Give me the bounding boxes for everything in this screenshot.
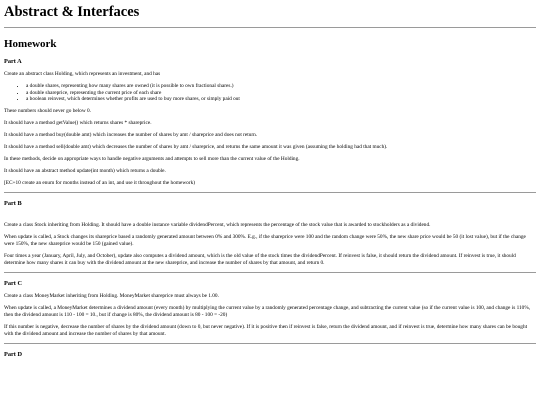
title-divider [4, 27, 536, 28]
paragraph: Create a class MoneyMarket inheriting from Holding. MoneyMarket shareprice must always be 1.00. [4, 292, 219, 299]
part-c-section [4, 280, 536, 338]
paragraph: Create a class Stock inheriting from Holding. It should have a double instance variable dividendPercent, which represents the percentage of the stock value that is awarded to stockholders as a dividend. [4, 221, 431, 228]
part-a-intro: Create an abstract class Holding, which represents an investment, and has [4, 71, 161, 77]
document-page [0, 3, 540, 359]
part-a-heading: Part A [4, 58, 22, 65]
part-d-section [4, 351, 536, 359]
list-item: • a double shares, representing how many shares are owned (it is possible to own fractional shares.) [26, 83, 536, 90]
part-a-section [4, 58, 536, 187]
part-b-heading: Part B [4, 199, 22, 207]
part-b-section [4, 200, 536, 267]
homework-heading: Homework [4, 38, 57, 50]
section-divider [4, 192, 536, 193]
part-d-heading: Part D [4, 350, 23, 358]
section-divider [4, 343, 536, 344]
page-title: Abstract & Interfaces [4, 4, 140, 20]
paragraph: It should have a method buy(double amt) which increases the number of shares by amt / shareprice and does not return. [4, 131, 258, 138]
paragraph: If this number is negative, decrease the number of shares by the dividend amount (down to 0, but never negative). If it is positive then if reinvest is false, return the dividend amount, and if reinvest is true, determine how many shares can be bought with the dividend amount and increase the number of shares by that amount. [4, 323, 528, 337]
section-divider [4, 272, 536, 273]
paragraph: It should have a method getValue() which returns shares * shareprice. [4, 119, 152, 126]
list-item: • a double shareprice, representing the current price of each share [26, 90, 536, 97]
paragraph: It should have a method sell(double amt) which decreases the number of shares by amt / shareprice, and returns the same amount it was given (assuming the holding had that much). [4, 143, 388, 150]
paragraph: When update is called, a MoneyMarket determines a dividend amount (every month) by multiplying the current value by a randomly generated percentage change, and subtracting the current value (so if the current value is 100, and change is 110%, then the dividend amount is 110 - 100 = 10., but if change is 80%, the dividend amount is 80 - 100 = -20) [4, 304, 531, 318]
paragraph: Four times a year (January, April, July, and October), update also computes a dividend amount, which is the old value of the stock times the dividendPercent. If reinvest is false, it should return the dividend amount. If reinvest is true, it should determine how many shares it can buy with the dividend amount at the new shareprice, and increase the number of shares by that amount, and return 0. [4, 252, 516, 266]
paragraph: When update is called, a Stock changes its shareprice based a randomly generated amount between 0% and 300%. E.g., if the shareprice were 100 and the random change were 50%, the new share price would be 50 (it lost value), but if the change were 150%, the new shareprice would be 150 (gained value). [4, 233, 526, 247]
part-c-heading: Part C [4, 279, 23, 287]
paragraph: In these methods, decide on appropriate ways to handle negative arguments and attempts to sell more than the current value of the Holding. [4, 155, 300, 162]
list-item: • a boolean reinvest, which determines whether profits are used to buy more shares, or simply paid out [26, 96, 536, 103]
paragraph: It should have an abstract method update(int month) which returns a double. [4, 167, 166, 174]
holding-fields-list [4, 83, 536, 103]
extra-credit-note: [EC+10 create an enum for months instead of an int, and use it throughout the homework) [4, 179, 195, 186]
paragraph: These numbers should never go below 0. [4, 107, 91, 114]
